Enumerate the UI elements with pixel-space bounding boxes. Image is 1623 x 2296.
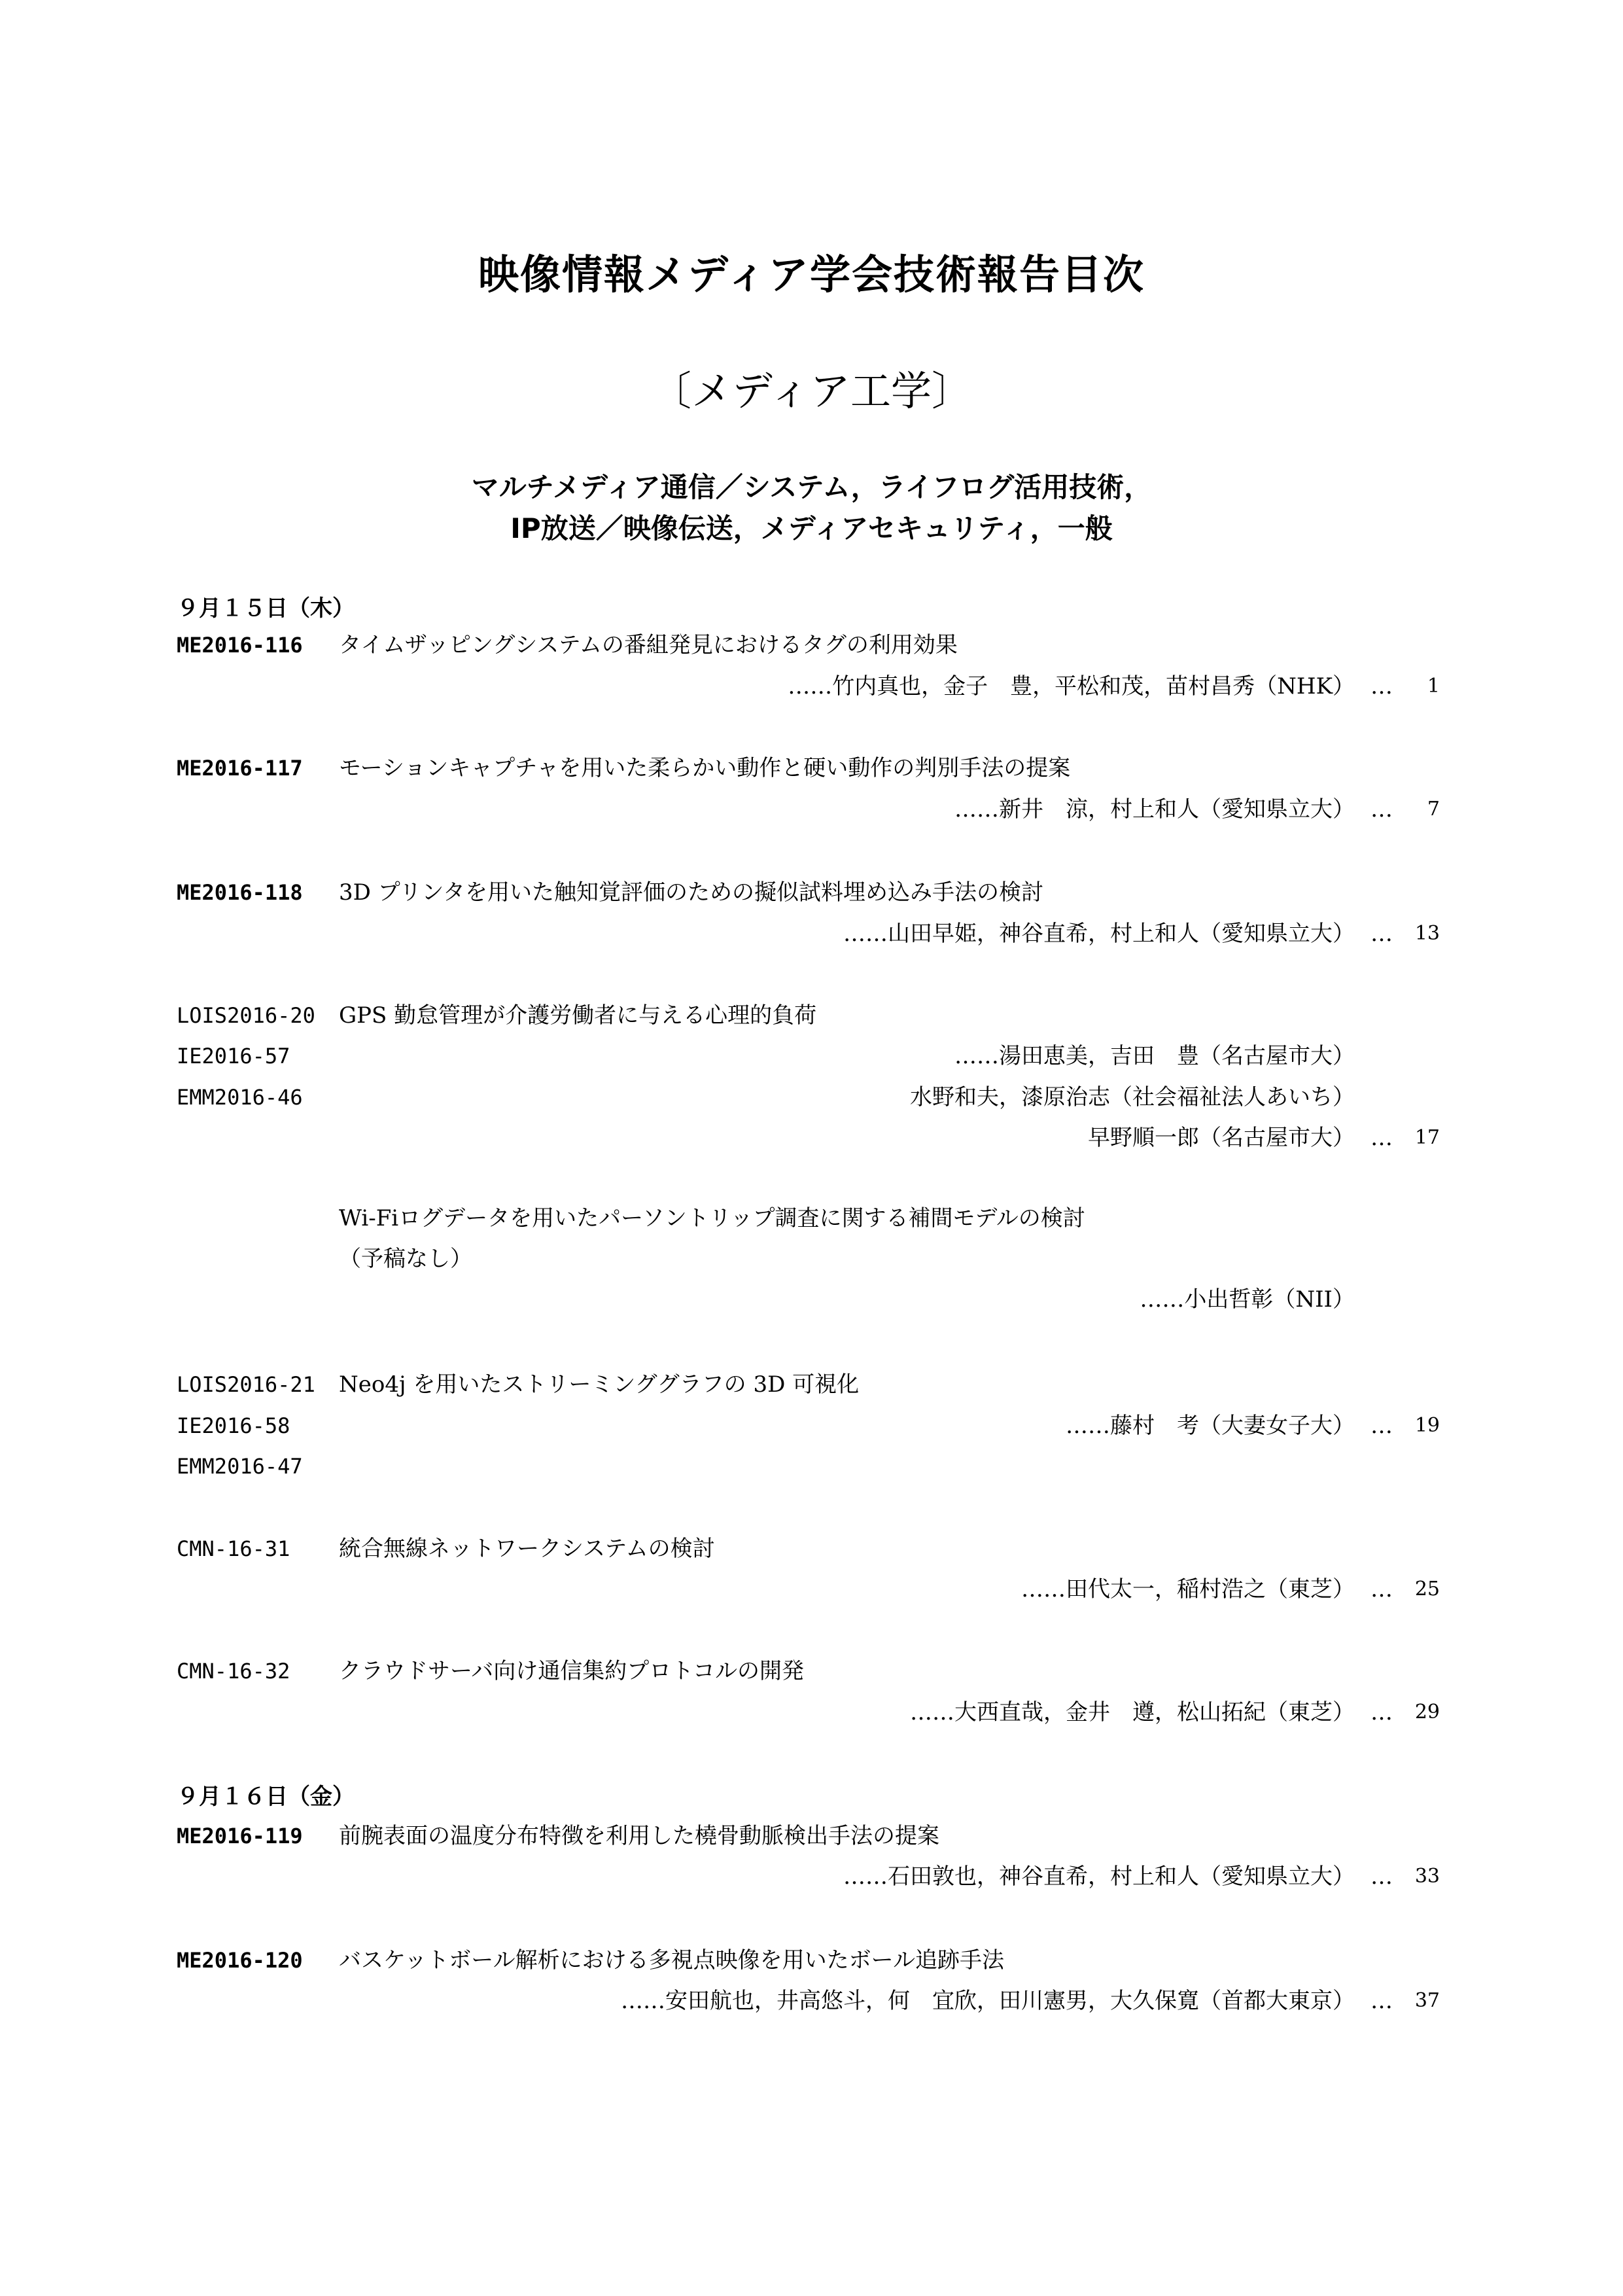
date-heading-day1: ９月１５日（木） — [177, 595, 355, 622]
entry-authors: 早野順一郎（名古屋市大） — [1088, 1125, 1355, 1151]
entry-title: クラウドサーバ向け通信集約プロトコルの開発 — [339, 1658, 804, 1684]
document-title: 映像情報メディア学会技術報告目次 — [478, 251, 1145, 298]
entry-authors: 水野和夫，漆原治志（社会福祉法人あいち） — [910, 1084, 1355, 1110]
entry-page-number: 1 — [1427, 675, 1440, 698]
entry-authors: ……大西直哉，金井 遵，松山拓紀（東芝） — [910, 1699, 1355, 1725]
date-heading-day2: ９月１６日（金） — [177, 1784, 355, 1810]
entry-authors: ……石田敦也，神谷直希，村上和人（愛知県立大） — [843, 1863, 1355, 1890]
entry-title: タイムザッピングシステムの番組発見におけるタグの利用効果 — [339, 632, 958, 658]
entry-leader-dots: … — [1370, 673, 1393, 699]
entry-title: バスケットボール解析における多視点映像を用いたボール追跡手法 — [339, 1947, 1004, 1973]
entry-code: ME2016-116 — [177, 633, 303, 658]
entry-page-number: 17 — [1414, 1126, 1440, 1149]
entry-leader-dots: … — [1370, 1988, 1393, 2014]
entry-leader-dots: … — [1370, 921, 1393, 947]
entry-title: Neo4j を用いたストリーミンググラフの 3D 可視化 — [339, 1371, 860, 1398]
entry-page-number: 37 — [1414, 1989, 1440, 2012]
entry-authors: ……安田航也，井高悠斗，何 宜欣，田川憲男，大久保寛（首都大東京） — [621, 1988, 1355, 2014]
entry-code: IE2016-58 — [177, 1413, 290, 1438]
entry-code: LOIS2016-20 — [177, 1003, 315, 1028]
entry-title: Wi-Fiログデータを用いたパーソントリップ調査に関する補間モデルの検討 — [339, 1205, 1085, 1231]
entry-code: ME2016-120 — [177, 1948, 303, 1973]
entry-code: ME2016-118 — [177, 880, 303, 905]
entry-authors: ……新井 涼，村上和人（愛知県立大） — [954, 796, 1355, 822]
entry-title: 前腕表面の温度分布特徴を利用した橈骨動脈検出手法の提案 — [339, 1823, 939, 1849]
subtitle-line-2: IP放送／映像伝送，メディアセキュリティ，一般 — [510, 512, 1113, 544]
entry-title: 統合無線ネットワークシステムの検討 — [339, 1536, 715, 1562]
entry-code: ME2016-119 — [177, 1824, 303, 1848]
entry-leader-dots: … — [1370, 1699, 1393, 1725]
entry-leader-dots: … — [1370, 1863, 1393, 1890]
entry-page-number: 7 — [1427, 798, 1440, 821]
entry-authors: ……藤村 考（大妻女子大） — [1066, 1413, 1355, 1439]
entry-authors: ……田代太一，稲村浩之（東芝） — [1021, 1576, 1355, 1602]
entry-title: 3D プリンタを用いた触知覚評価のための擬似試料埋め込み手法の検討 — [339, 879, 1043, 906]
entry-title: モーションキャプチャを用いた柔らかい動作と硬い動作の判別手法の提案 — [339, 755, 1071, 781]
entry-page-number: 13 — [1414, 922, 1440, 945]
entry-code: EMM2016-46 — [177, 1085, 303, 1110]
entry-code: ME2016-117 — [177, 756, 303, 781]
entry-code: CMN-16-32 — [177, 1659, 290, 1684]
entry-page-number: 19 — [1414, 1414, 1440, 1437]
entry-page-number: 33 — [1414, 1865, 1440, 1888]
entry-code: CMN-16-31 — [177, 1536, 290, 1561]
entry-authors: ……山田早姫，神谷直希，村上和人（愛知県立大） — [843, 921, 1355, 947]
entry-page-number: 25 — [1414, 1578, 1440, 1600]
entry-page-number: 29 — [1414, 1701, 1440, 1723]
entry-authors: ……湯田恵美，吉田 豊（名古屋市大） — [954, 1043, 1355, 1069]
entry-note: （予稿なし） — [339, 1246, 472, 1272]
subtitle-line-1: マルチメディア通信／システム，ライフログ活用技術， — [471, 471, 1152, 503]
entry-title: GPS 勤怠管理が介護労働者に与える心理的負荷 — [339, 1002, 817, 1029]
entry-leader-dots: … — [1370, 1125, 1393, 1151]
entry-code: EMM2016-47 — [177, 1454, 303, 1479]
entry-authors: ……竹内真也，金子 豊，平松和茂，苗村昌秀（NHK） — [788, 673, 1355, 699]
entry-code: LOIS2016-21 — [177, 1372, 315, 1397]
entry-code: IE2016-57 — [177, 1044, 290, 1069]
entry-leader-dots: … — [1370, 796, 1393, 822]
entry-authors: ……小出哲彰（NII） — [1140, 1286, 1355, 1313]
entry-leader-dots: … — [1370, 1576, 1393, 1602]
category-heading: 〔メディア工学〕 — [650, 367, 973, 415]
entry-leader-dots: … — [1370, 1413, 1393, 1439]
